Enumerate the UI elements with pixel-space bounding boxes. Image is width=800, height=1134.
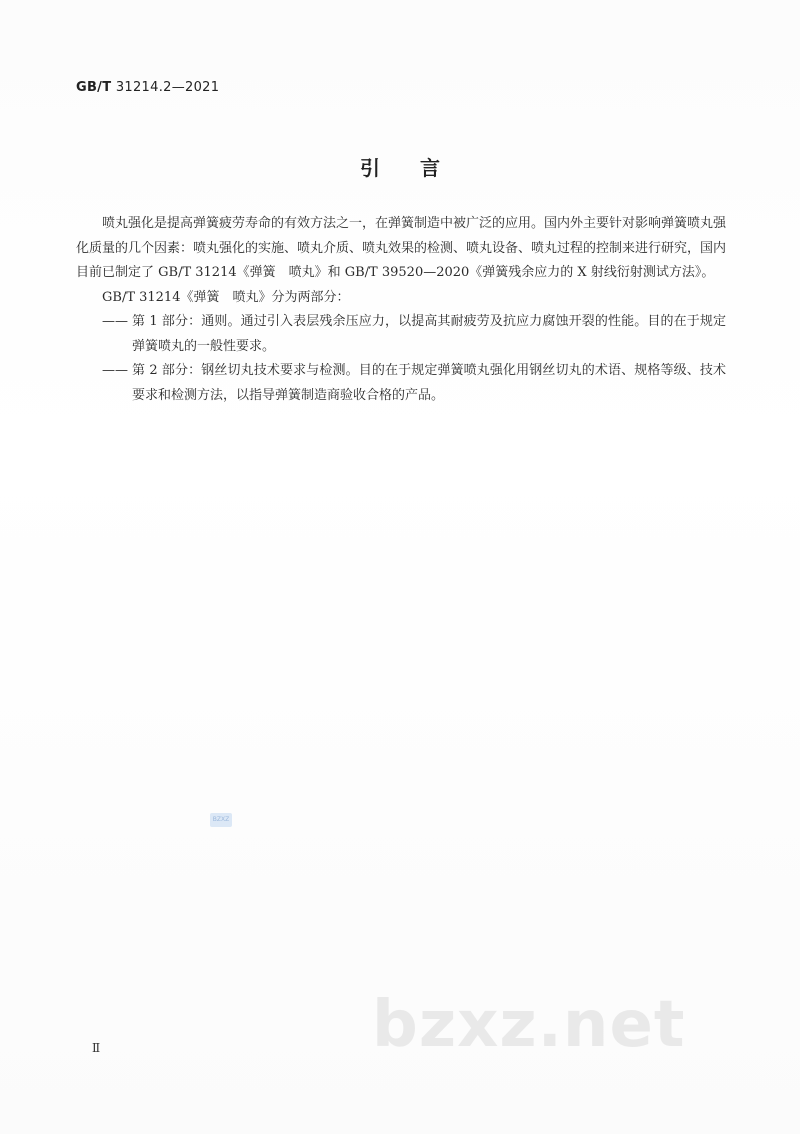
watermark-logo-icon: BZXZ <box>210 813 232 827</box>
page-number: Ⅱ <box>92 1041 101 1055</box>
site-watermark: bzxz.net <box>372 988 686 1062</box>
standard-code <box>76 80 219 95</box>
introduction-body <box>76 212 726 408</box>
parts-intro-paragraph: GB/T 31214《弹簧 喷丸》分为两部分： <box>102 289 350 305</box>
page-title: 引言 <box>360 156 480 180</box>
list-item-text: 第 2 部分：钢丝切丸技术要求与检测。目的在于规定弹簧喷丸强化用钢丝切丸的术语、规格等级、技术要求和检测方法，以指导弹簧制造商验收合格的产品。 <box>132 363 726 403</box>
intro-paragraph: 喷丸强化是提高弹簧疲劳寿命的有效方法之一，在弹簧制造中被广泛的应用。国内外主要针对影响弹簧喷丸强化质量的几个因素：喷丸强化的实施、喷丸介质、喷丸效果的检测、喷丸设备、喷丸过程的控制来进行研究，国内目前已制定了 GB/T 31214《弹簧 喷丸》和 GB/T 39520—2020《弹簧残余应力的 X 射线衍射测试方法》。 <box>76 216 727 280</box>
list-dash: —— <box>102 363 128 378</box>
list-item-text: 第 1 部分：通则。通过引入表层残余压应力，以提高其耐疲劳及抗应力腐蚀开裂的性能。目的在于规定弹簧喷丸的一般性要求。 <box>132 314 726 354</box>
list-item-part-2 <box>76 359 726 408</box>
standard-prefix: GB/T <box>76 80 112 95</box>
standard-number: 31214.2—2021 <box>115 80 220 95</box>
list-item-part-1 <box>76 310 726 359</box>
list-dash: —— <box>102 314 128 329</box>
